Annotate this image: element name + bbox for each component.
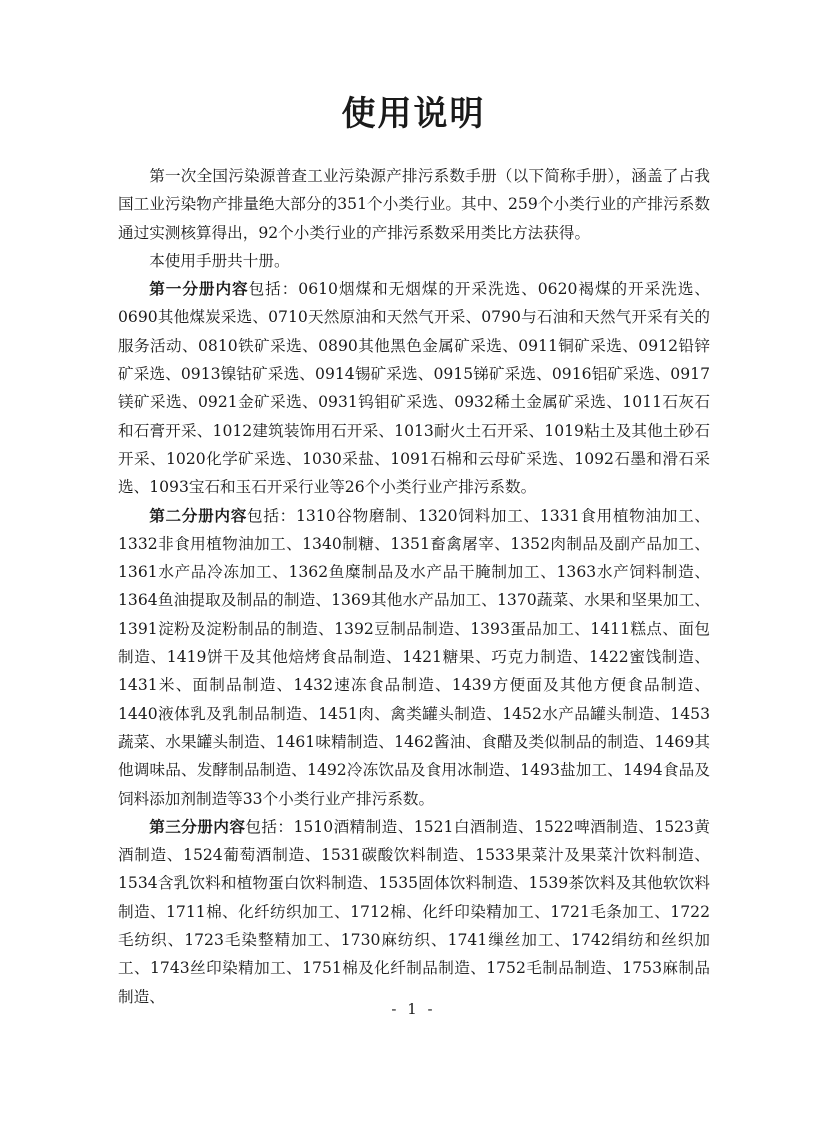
paragraph-text: 包括：1310谷物磨制、1320饲料加工、1331食用植物油加工、1332非食用植物油加工、1340制糖、1351畜禽屠宰、1352肉制品及副产品加工、1361水产品冷冻加工、1362鱼糜制品及水产品干腌制加工、1363水产饲料制造、1364鱼油提取及制品的制造、1369其他水产品加工、1370蔬菜、水果和坚果加工、1391淀粉及淀粉制品的制造、1392豆制品制造、1393蛋品加工、1411糕点、面包制造、1419饼干及其他焙烤食品制造、1421糖果、巧克力制造、1422蜜饯制造、1431米、面制品制造、1432速冻食品制造、1439方便面及其他方便食品制造、1440液体乳及乳制品制造、1451肉、禽类罐头制造、1452水产品罐头制造、1453蔬菜、水果罐头制造、1461味精制造、1462酱油、食醋及类似制品的制造、1469其他调味品、发酵制品制造、1492冷冻饮品及食用冰制造、1493盐加工、1494食品及饲料添加剂制造等33个小类行业产排污系数。 [118,506,710,808]
paragraph-volume-2 [118,502,710,813]
paragraph-lead: 第三分册内容 [149,816,246,836]
paragraph-text: 包括：1510酒精制造、1521白酒制造、1522啤酒制造、1523黄酒制造、1524葡萄酒制造、1531碳酸饮料制造、1533果菜汁及果菜汁饮料制造、1534含乳饮料和植物蛋白饮料制造、1535固体饮料制造、1539茶饮料及其他软饮料制造、1711棉、化纤纺织加工、1712棉、化纤印染精加工、1721毛条加工、1722毛纺织、1723毛染整精加工、1730麻纺织、1741缫丝加工、1742绢纺和丝织加工、1743丝印染精加工、1751棉及化纤制品制造、1752毛制品制造、1753麻制品制造、 [118,817,710,1006]
paragraph-text: 包括：0610烟煤和无烟煤的开采洗选、0620褐煤的开采洗选、0690其他煤炭采选、0710天然原油和天然气开采、0790与石油和天然气开采有关的服务活动、0810铁矿采选、0890其他黑色金属矿采选、0911铜矿采选、0912铅锌矿采选、0913镍钴矿采选、0914锡矿采选、0915锑矿采选、0916铝矿采选、0917镁矿采选、0921金矿采选、0931钨钼矿采选、0932稀土金属矿采选、1011石灰石和石膏开采、1012建筑装饰用石开采、1013耐火土石开采、1019粘土及其他土砂石开采、1020化学矿采选、1030采盐、1091石棉和云母矿采选、1092石墨和滑石采选、1093宝石和玉石开采行业等26个小类行业产排污系数。 [118,280,710,497]
paragraph-text: 第一次全国污染源普查工业污染源产排污系数手册（以下简称手册），涵盖了占我国工业污染物产排量绝大部分的351个小类行业。其中、259个小类行业的产排污系数通过实测核算得出，92个小类行业的产排污系数采用类比方法获得。 [118,167,710,242]
paragraph-lead: 第二分册内容 [149,505,248,525]
paragraph-volume-count [118,247,710,275]
paragraph-intro [118,162,710,247]
page-title: 使用说明 [341,94,486,134]
body-text [118,162,710,1011]
paragraph-lead: 第一分册内容 [149,279,249,299]
paragraph-text: 本使用手册共十册。 [149,251,290,270]
paragraph-volume-1 [118,275,710,501]
page-number: - 1 - [391,1000,436,1018]
paragraph-volume-3 [118,813,710,1011]
